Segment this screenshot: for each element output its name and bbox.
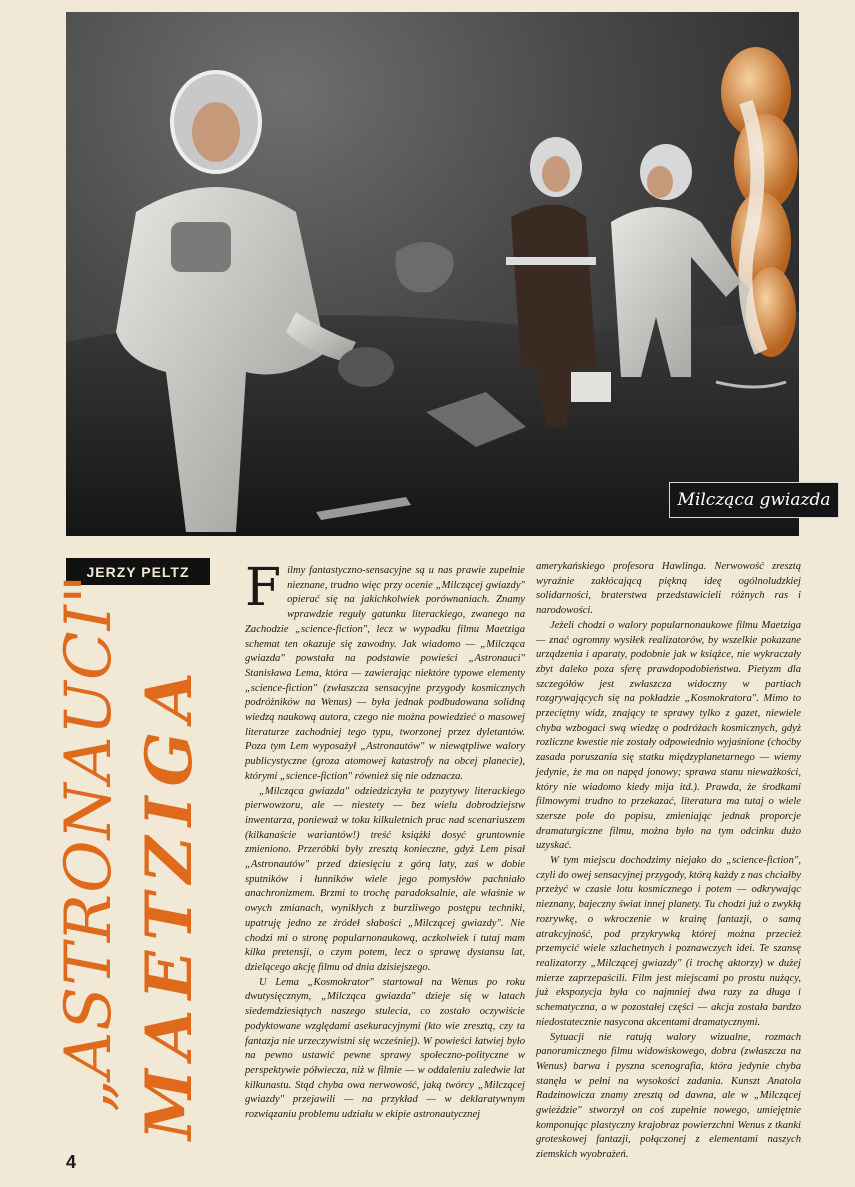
title-line-2: MAETZIGA [132, 662, 207, 1140]
film-still-photo [66, 12, 831, 536]
author-name: JERZY PELTZ [66, 558, 210, 585]
astronauts-illustration [66, 12, 799, 536]
page-number: 4 [66, 1152, 77, 1172]
paragraph: Jeżeli chodzi o walory popularnonaukowe filmu Maetziga — znać ogromny wysiłek realizatorów, by wszelkie pokazane urządzenia i aparaty, podobnie jak w książce, nie wykraczały zbyt daleko poza sferę prawdopodobieństwa. Pietyzm dla szczegółów jest zwłaszcza widoczny w partiach rozgrywających się na pokładzie „Kosmokratora". Mimo to przeciętny widz, znający te sprawy tylko z gazet, niewiele chyba wzbogaci swą wiedzę o podróżach kosmicznych, gdyż rozliczne kwestie nie zostały odpowiednio wyjaśnione (choćby zasada poruszania się statku międzyplanetarnego — wiemy jedynie, że ma on napęd jonowy; sprawa stanu nieważkości, który nie wiadomo kiedy mija itd.). Prawda, że środkami filmowymi trudno to przekazać, literatura ma tutaj o wiele szersze pole do popisu, zmieniając jednak proporcje dramaturgiczne filmu, można było na tym odcinku dużo uzyskać. [536, 619, 801, 852]
paragraph: U Lema „Kosmokrator" startował na Wenus po roku dwutysięcznym, „Milcząca gwiazda" dzieje się w latach siedemdziesiątych naszego stulecia, co zostało oczywiście podyktowane względami asekuracyjnymi (kto wie zresztą, czy ta fantazja nie urzeczywistni się wcześniej). W powieści łatwiej było na pewno ustawić pewne sprawy społeczno-polityczne w perspektywie półwiecza, niż w filmie — w oddaleniu zaledwie lat kilkunastu. Stąd chyba owa nerwowość, jaką twórcy „Milczącej gwiazdy" przejawili — na przykład — w deklaratywnym rozwiązaniu problemu udziału w ekipie astronautycznej [245, 976, 525, 1121]
paragraph: Filmy fantastyczno-sensacyjne są u nas prawie zupełnie nieznane, trudno więc przy ocenie „Milczącej gwiazdy" opierać się na jakichkolwiek porównaniach. Znamy wprawdzie reguły gatunku literackiego, zwanego na Zachodzie „science-fiction", lecz w wypadku filmu Maetziga schemat ten okazuje się zawodny. Jak wiadomo — „Milcząca gwiazda" powstała na podstawie powieści „Astronauci" Stanisława Lema, która — zawierając niektóre typowe elementy „science-fiction" (zwłaszcza sensacyjne przygody kosmicznych podróżników na Wenus) — była jednak podbudowana solidną wiedzą naukową autora, czego nie można powiedzieć o masowej literaturze zachodniej tego typu, tworzonej przez dyletantów. Poza tym Lem wyposażył „Astronautów" w niewątpliwe walory publicystyczne (groza atomowej katastrofy na obcej planecie), którymi „science-fiction" również się nie odznacza. [245, 558, 525, 782]
paragraph: Sytuacji nie ratują walory wizualne, rozmach panoramicznego filmu widowiskowego, dobra (zwłaszcza na Wenus) barwa i pyszna scenografia, która jedynie chyba stanęła w pełni na wysokości zadania. Kunszt Anatola Radzinowicza znamy zresztą od dawna, ale w „Milczącej gwieździe" stworzył on coś zupełnie nowego, umiejętnie komponując plastyczny krajobraz powierzchni Wenus z tkanki groteskowej fantazji, połączonej z elementami naszych ziemskich wyobrażeń. [536, 1031, 801, 1161]
article-column-2 [536, 560, 801, 1163]
title-line-1: „ASTRONAUCI" [52, 573, 126, 1112]
paragraph: „Milcząca gwiazda" odziedziczyła te pozytywy literackiego pierwowzoru, ale — niestety — bez wielu dobrodziejstw inwentarza, ponieważ w toku kilkuletnich prac nad scenariuszem (kilkanaście wariantów!) treść książki dosyć gruntownie zmieniono. Przeróbki były zresztą konieczne, gdyż Lem pisał „Astronautów" przed dziesięciu z górą laty, zaś w dobie sputników i łunników wiele jego pomysłów pachniało anachronizmem. Brzmi to trochę paradoksalnie, ale właśnie w owych zmianach, wynikłych z burzliwego postępu techniki, upatruję jedno ze źródeł słabości „Milczącej gwiazdy". Nie chodzi mi o stronę popularnonaukową, aczkolwiek i tutaj mam kilka pretensji, o czym potem, lecz o sprawę dystansu lat, dzielącego akcję filmu od dnia dzisiejszego. [245, 785, 525, 973]
paragraph: amerykańskiego profesora Hawlinga. Nerwowość zresztą wyraźnie zakłócającą piękną ideę ogólnoludzkiej solidarności, braterstwa przedstawicieli różnych ras i narodowości. [536, 561, 801, 617]
alien-formation [721, 47, 798, 357]
photo-caption: Milcząca gwiazda [669, 482, 839, 518]
drop-cap: F [245, 558, 282, 618]
article-column-1 [245, 558, 525, 1123]
paragraph: W tym miejscu dochodzimy niejako do „science-fiction", czyli do owej sensacyjnej przygody, którą każdy z nas chciałby przeżyć w czasie lotu kosmicznego i potem — odkrywając nieznany, bajeczny świat innej planety. Tu chodzi już o zwykłą rozrywkę, o wkroczenie w krainę fantazji, o samą atrakcyjność, pod przykrywką której można przecież przemycić wiele szlachetnych i poznawczych idei. Te szansę realizatorzy „Milczącej gwiazdy" (i trochę aktorzy) w dużej mierze zaprzepaścili. Film jest miejscami po prostu nużący, już ekspozycja była co najmniej dwa razy za długa i schematyczna, a w pozostałej części — akcja została bardzo niedostatecznie nasycona akcentami dramatycznymi. [536, 855, 801, 1028]
